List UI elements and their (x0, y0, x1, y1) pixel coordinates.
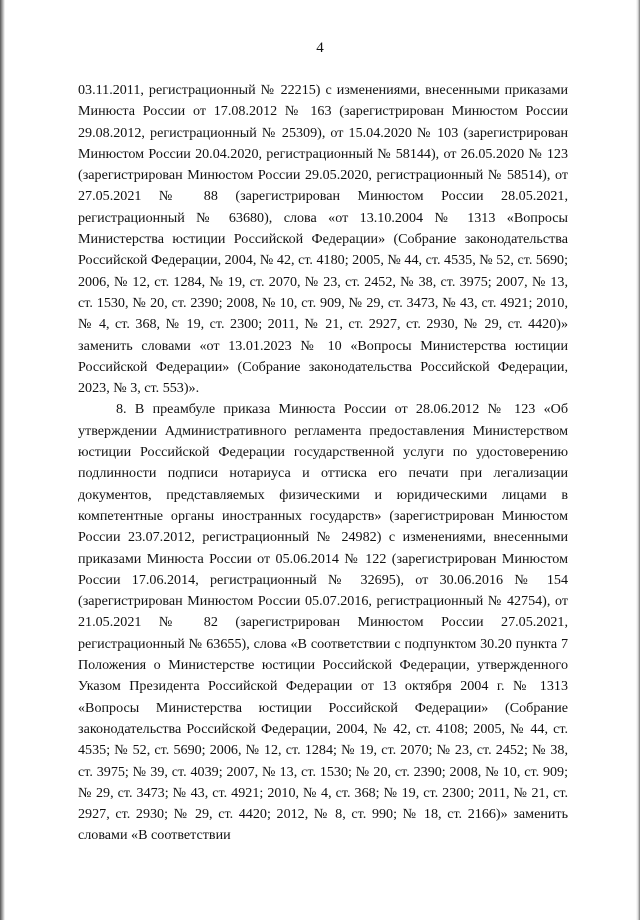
page-number: 4 (316, 40, 324, 56)
paragraph-item-8: 8. В преамбуле приказа Минюста России от 28.06.2012 № 123 «Об утверждении Административного регламента предоставления Министерством юстиции Российской Федерации государственной услуги по удостоверению подлинности подписи нотариуса и оттиска его печати при легализации документов, представляемых физическими и юридическими лицами в компетентные органы иностранных государств» (зарегистрирован Минюстом России 23.07.2012, регистрационный № 24982) с изменениями, внесенными приказами Минюста России от 05.06.2014 № 122 (зарегистрирован Минюстом России 17.06.2014, регистрационный № 32695), от 30.06.2016 № 154 (зарегистрирован Минюстом России 05.07.2016, регистрационный № 42754), от 21.05.2021 № 82 (зарегистрирован Минюстом России 27.05.2021, регистрационный № 63655), слова «В соответствии с подпунктом 30.20 пункта 7 Положения о Министерстве юстиции Российской Федерации, утвержденного Указом Президента Российской Федерации от 13 октября 2004 г. № 1313 «Вопросы Министерства юстиции Российской Федерации» (Собрание законодательства Российской Федерации, 2004, № 42, ст. 4108; 2005, № 44, ст. 4535; № 52, ст. 5690; 2006, № 12, ст. 1284; № 19, ст. 2070; № 23, ст. 2452; № 38, ст. 3975; № 39, ст. 4039; 2007, № 13, ст. 1530; № 20, ст. 2390; 2008, № 10, ст. 909; № 29, ст. 3473; № 43, ст. 4921; 2010, № 4, ст. 368; № 19, ст. 2300; 2011, № 21, ст. 2927, ст. 2930; № 29, ст. 4420; 2012, № 8, ст. 990; № 18, ст. 2166)» заменить словами «В соответствии (78, 401, 568, 844)
document-body (78, 80, 568, 847)
paragraph-continuation: 03.11.2011, регистрационный № 22215) с изменениями, внесенными приказами Минюста России от 17.08.2012 № 163 (зарегистрирован Минюстом России 29.08.2012, регистрационный № 25309), от 15.04.2020 № 103 (зарегистрирован Минюстом России 20.04.2020, регистрационный № 58144), от 26.05.2020 № 123 (зарегистрирован Минюстом России 29.05.2020, регистрационный № 58514), от 27.05.2021 № 88 (зарегистрирован Минюстом России 28.05.2021, регистрационный № 63680), слова «от 13.10.2004 № 1313 «Вопросы Министерства юстиции Российской Федерации» (Собрание законодательства Российской Федерации, 2004, № 42, ст. 4180; 2005, № 44, ст. 4535, № 52, ст. 5690; 2006, № 12, ст. 1284, № 19, ст. 2070, № 23, ст. 2452, № 38, ст. 3975; 2007, № 13, ст. 1530, № 20, ст. 2390; 2008, № 10, ст. 909, № 29, ст. 3473, № 43, ст. 4921; 2010, № 4, ст. 368, № 19, ст. 2300; 2011, № 21, ст. 2927, ст. 2930, № 29, ст. 4420)» заменить словами «от 13.01.2023 № 10 «Вопросы Министерства юстиции Российской Федерации» (Собрание законодательства Российской Федерации, 2023, № 3, ст. 553)». (78, 82, 568, 397)
scan-edge-left (0, 0, 5, 920)
scan-edge-right (636, 0, 640, 920)
